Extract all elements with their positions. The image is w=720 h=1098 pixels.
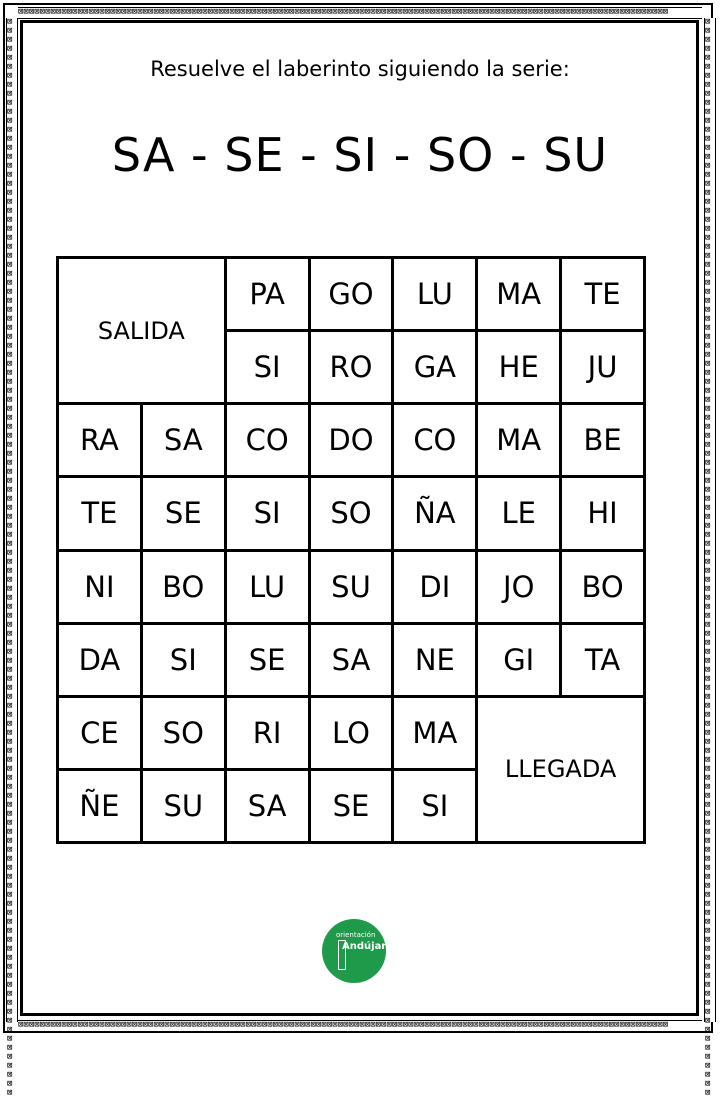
maze-cell: SI — [227, 332, 308, 402]
maze-cell: TA — [562, 625, 643, 695]
maze-cell: SA — [227, 771, 308, 841]
logo-main-text: Andújar — [342, 941, 387, 952]
maze-cell: LE — [478, 478, 559, 548]
maze-cell: SA — [311, 625, 392, 695]
maze-cell: CE — [59, 698, 140, 768]
maze-cell: LU — [394, 259, 475, 329]
border-pattern-bottom: ⊠⊠⊠⊠⊠⊠⊠⊠⊠⊠⊠⊠⊠⊠⊠⊠⊠⊠⊠⊠⊠⊠⊠⊠⊠⊠⊠⊠⊠⊠⊠⊠⊠⊠⊠⊠⊠⊠⊠⊠⊠⊠⊠⊠⊠⊠⊠⊠⊠⊠⊠⊠⊠⊠⊠⊠⊠⊠⊠⊠⊠⊠⊠⊠⊠⊠⊠⊠⊠⊠⊠⊠⊠⊠⊠⊠⊠⊠⊠⊠⊠⊠⊠⊠⊠⊠⊠⊠⊠⊠⊠⊠⊠⊠⊠⊠⊠⊠⊠⊠⊠⊠⊠⊠⊠⊠⊠⊠⊠⊠⊠⊠⊠⊠⊠⊠⊠⊠⊠⊠ — [18, 1020, 702, 1032]
maze-cell: JO — [478, 552, 559, 622]
border-pattern-left: ⊠⊠⊠⊠⊠⊠⊠⊠⊠⊠⊠⊠⊠⊠⊠⊠⊠⊠⊠⊠⊠⊠⊠⊠⊠⊠⊠⊠⊠⊠⊠⊠⊠⊠⊠⊠⊠⊠⊠⊠⊠⊠⊠⊠⊠⊠⊠⊠⊠⊠⊠⊠⊠⊠⊠⊠⊠⊠⊠⊠⊠⊠⊠⊠⊠⊠⊠⊠⊠⊠⊠⊠⊠⊠⊠⊠⊠⊠⊠⊠⊠⊠⊠⊠⊠⊠⊠⊠⊠⊠⊠⊠⊠⊠⊠⊠⊠⊠⊠⊠⊠⊠⊠⊠⊠⊠⊠⊠⊠⊠⊠⊠⊠⊠⊠⊠⊠⊠⊠⊠ — [6, 18, 18, 1022]
maze-cell: BO — [143, 552, 224, 622]
maze-cell: SO — [311, 478, 392, 548]
maze-cell: MA — [394, 698, 475, 768]
maze-cell: HE — [478, 332, 559, 402]
maze-cell: SU — [311, 552, 392, 622]
maze-cell: SI — [143, 625, 224, 695]
maze-cell: RA — [59, 405, 140, 475]
maze-cell: GI — [478, 625, 559, 695]
maze-cell: SE — [311, 771, 392, 841]
maze-cell: MA — [478, 405, 559, 475]
maze-cell: PA — [227, 259, 308, 329]
maze-cell: TE — [59, 478, 140, 548]
maze-cell: SI — [394, 771, 475, 841]
syllable-series: SA - SE - SI - SO - SU — [111, 128, 609, 182]
maze-cell: LO — [311, 698, 392, 768]
maze-cell: DI — [394, 552, 475, 622]
border-pattern-top: ⊠⊠⊠⊠⊠⊠⊠⊠⊠⊠⊠⊠⊠⊠⊠⊠⊠⊠⊠⊠⊠⊠⊠⊠⊠⊠⊠⊠⊠⊠⊠⊠⊠⊠⊠⊠⊠⊠⊠⊠⊠⊠⊠⊠⊠⊠⊠⊠⊠⊠⊠⊠⊠⊠⊠⊠⊠⊠⊠⊠⊠⊠⊠⊠⊠⊠⊠⊠⊠⊠⊠⊠⊠⊠⊠⊠⊠⊠⊠⊠⊠⊠⊠⊠⊠⊠⊠⊠⊠⊠⊠⊠⊠⊠⊠⊠⊠⊠⊠⊠⊠⊠⊠⊠⊠⊠⊠⊠⊠⊠⊠⊠⊠⊠⊠⊠⊠⊠⊠⊠ — [18, 7, 702, 19]
maze-cell: SE — [227, 625, 308, 695]
maze-cell: SI — [227, 478, 308, 548]
instruction-text: Resuelve el laberinto siguiendo la serie: — [150, 57, 570, 81]
start-cell: SALIDA — [59, 259, 224, 402]
brand-logo — [322, 919, 386, 983]
maze-cell: DA — [59, 625, 140, 695]
end-cell: LLEGADA — [478, 698, 643, 841]
maze-cell: SE — [143, 478, 224, 548]
maze-cell: DO — [311, 405, 392, 475]
maze-cell: NE — [394, 625, 475, 695]
maze-cell: SA — [143, 405, 224, 475]
maze-cell: RO — [311, 332, 392, 402]
maze-cell: HI — [562, 478, 643, 548]
maze-cell: SO — [143, 698, 224, 768]
logo-top-text: orientación — [336, 931, 376, 939]
maze-cell: RI — [227, 698, 308, 768]
maze-cell: SU — [143, 771, 224, 841]
maze-cell: ÑE — [59, 771, 140, 841]
maze-cell: CO — [227, 405, 308, 475]
maze-cell: BE — [562, 405, 643, 475]
maze-cell: GA — [394, 332, 475, 402]
maze-cell: GO — [311, 259, 392, 329]
maze-cell: CO — [394, 405, 475, 475]
maze-cell: ÑA — [394, 478, 475, 548]
border-pattern-right: ⊠⊠⊠⊠⊠⊠⊠⊠⊠⊠⊠⊠⊠⊠⊠⊠⊠⊠⊠⊠⊠⊠⊠⊠⊠⊠⊠⊠⊠⊠⊠⊠⊠⊠⊠⊠⊠⊠⊠⊠⊠⊠⊠⊠⊠⊠⊠⊠⊠⊠⊠⊠⊠⊠⊠⊠⊠⊠⊠⊠⊠⊠⊠⊠⊠⊠⊠⊠⊠⊠⊠⊠⊠⊠⊠⊠⊠⊠⊠⊠⊠⊠⊠⊠⊠⊠⊠⊠⊠⊠⊠⊠⊠⊠⊠⊠⊠⊠⊠⊠⊠⊠⊠⊠⊠⊠⊠⊠⊠⊠⊠⊠⊠⊠⊠⊠⊠⊠⊠⊠ — [704, 18, 716, 1022]
maze-cell: JU — [562, 332, 643, 402]
maze-grid — [56, 256, 646, 844]
maze-cell: BO — [562, 552, 643, 622]
maze-cell: LU — [227, 552, 308, 622]
maze-cell: TE — [562, 259, 643, 329]
maze-cell: NI — [59, 552, 140, 622]
maze-cell: MA — [478, 259, 559, 329]
